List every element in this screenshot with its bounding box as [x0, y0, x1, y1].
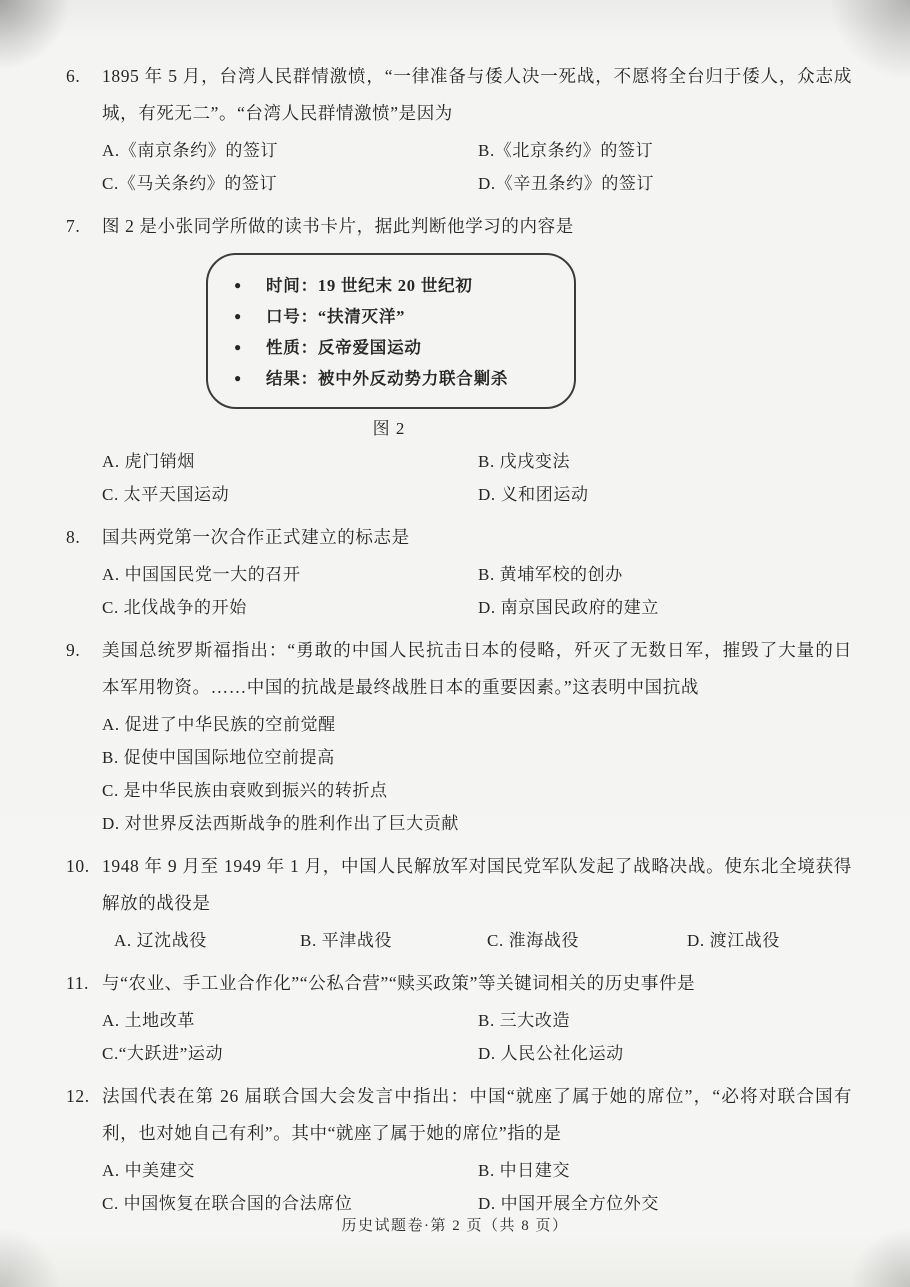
card-line: [234, 332, 564, 363]
card-line: [234, 270, 564, 301]
option-c: C.《马关条约》的签订: [102, 174, 278, 193]
card-line-text: 时间：19 世纪末 20 世纪初: [266, 276, 473, 295]
question-8: [66, 519, 852, 624]
option-d: D. 义和团运动: [478, 485, 589, 504]
option-b: B. 戊戌变法: [478, 452, 571, 471]
option-a: A.《南京条约》的签订: [102, 141, 279, 160]
question-stem-row: [66, 58, 852, 132]
question-number: 10.: [66, 856, 90, 876]
question-number: 8.: [66, 527, 81, 547]
options-group: [66, 924, 852, 957]
option-b: B. 黄埔军校的创办: [478, 565, 623, 584]
question-10: [66, 848, 852, 957]
question-stem: 图 2 是小张同学所做的读书卡片，据此判断他学习的内容是: [102, 216, 574, 236]
card-line-text: 性质：反帝爱国运动: [266, 338, 422, 357]
options-group: [66, 558, 852, 624]
figure-caption: 图 2: [372, 419, 406, 438]
question-9: [66, 632, 852, 840]
question-number: 11.: [66, 973, 90, 993]
option-a: A. 中美建交: [102, 1161, 195, 1180]
bullet-icon: ●: [234, 278, 243, 292]
question-stem: 美国总统罗斯福指出：“勇敢的中国人民抗击日本的侵略，歼灭了无数日军，摧毁了大量的日本军用物资。……中国的抗战是最终战胜日本的重要因素。”这表明中国抗战: [102, 640, 852, 697]
option-a: A. 土地改革: [102, 1011, 195, 1030]
question-stem-row: [66, 519, 852, 556]
question-number: 12.: [66, 1086, 90, 1106]
reading-card: [206, 253, 576, 409]
question-12: [66, 1078, 852, 1220]
question-stem: 法国代表在第 26 届联合国大会发言中指出：中国“就座了属于她的席位”，“必将对联合国有利，也对她自己有利”。其中“就座了属于她的席位”指的是: [102, 1086, 852, 1143]
option-d: D. 人民公社化运动: [478, 1044, 624, 1063]
question-stem-row: [66, 848, 852, 922]
option-b: B.《北京条约》的签订: [478, 141, 654, 160]
bullet-icon: ●: [234, 309, 243, 323]
question-stem-row: [66, 208, 852, 245]
options-group: [66, 708, 852, 840]
question-11: [66, 965, 852, 1070]
card-line: [234, 301, 564, 332]
options-group: [66, 1004, 852, 1070]
question-stem: 与“农业、手工业合作化”“公私合营”“赎买政策”等关键词相关的历史事件是: [102, 973, 696, 993]
exam-page-content: [66, 58, 852, 1228]
option-c: C. 中国恢复在联合国的合法席位: [102, 1194, 353, 1213]
question-stem: 国共两党第一次合作正式建立的标志是: [102, 527, 410, 547]
option-c: C. 北伐战争的开始: [102, 598, 247, 617]
option-b: B. 中日建交: [478, 1161, 571, 1180]
option-d: D.《辛丑条约》的签订: [478, 174, 655, 193]
card-line-text: 口号：“扶清灭洋”: [266, 307, 406, 326]
option-b: B. 促使中国国际地位空前提高: [102, 748, 335, 767]
question-number: 6.: [66, 66, 81, 86]
question-number: 9.: [66, 640, 81, 660]
option-d: D. 中国开展全方位外交: [478, 1194, 659, 1213]
question-stem-row: [66, 965, 852, 1002]
option-a: A. 促进了中华民族的空前觉醒: [102, 715, 336, 734]
card-line-text: 结果：被中外反动势力联合剿杀: [266, 369, 509, 388]
card-line: [234, 363, 564, 394]
option-c: C. 是中华民族由衰败到振兴的转折点: [102, 781, 388, 800]
question-stem: 1895 年 5 月，台湾人民群情激愤，“一律准备与倭人决一死战，不愿将全台归于倭人，众志成城，有死无二”。“台湾人民群情激愤”是因为: [102, 66, 852, 123]
question-7: [66, 208, 852, 511]
option-c: C.“大跃进”运动: [102, 1044, 224, 1063]
option-a: A. 中国国民党一大的召开: [102, 565, 301, 584]
options-group: [66, 445, 852, 511]
option-b: B. 平津战役: [300, 931, 393, 950]
question-number: 7.: [66, 216, 81, 236]
option-c: C. 淮海战役: [487, 931, 580, 950]
option-d: D. 对世界反法西斯战争的胜利作出了巨大贡献: [102, 814, 459, 833]
page-footer: 历史试题卷·第 2 页（共 8 页）: [341, 1218, 569, 1234]
option-c: C. 太平天国运动: [102, 485, 230, 504]
option-d: D. 南京国民政府的建立: [478, 598, 659, 617]
question-stem-row: [66, 1078, 852, 1152]
bullet-icon: ●: [234, 371, 243, 385]
question-stem: 1948 年 9 月至 1949 年 1 月，中国人民解放军对国民党军队发起了战略决战。使东北全境获得解放的战役是: [102, 856, 852, 913]
option-b: B. 三大改造: [478, 1011, 571, 1030]
option-a: A. 虎门销烟: [102, 452, 195, 471]
question-stem-row: [66, 632, 852, 706]
option-a: A. 辽沈战役: [114, 931, 207, 950]
option-d: D. 渡江战役: [687, 931, 780, 950]
options-group: [66, 134, 852, 200]
options-group: [66, 1154, 852, 1220]
question-6: [66, 58, 852, 200]
bullet-icon: ●: [234, 340, 243, 354]
